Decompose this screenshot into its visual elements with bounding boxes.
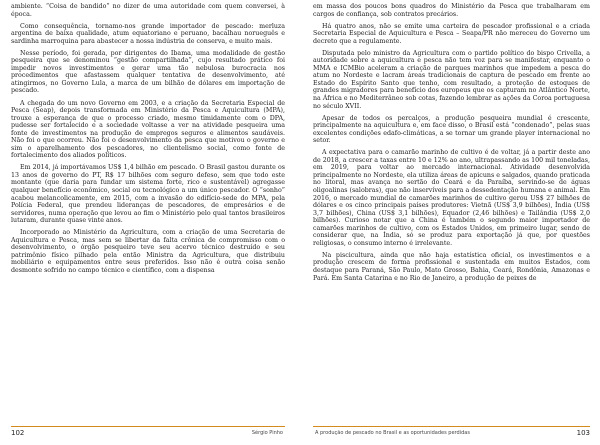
paragraph: Há quatro anos, não se emite uma carteira de pescador profissional e a criada Secretaria Especial de Aquicultura e Pesca – Seapa/PR não mereceu do Governo um decreto que a regulamente. bbox=[313, 22, 590, 45]
paragraph: Como consequência, tornamo-nos grande importador de pescado: merluza argentina de baixa qualidade, atum equatoriano e peruano, bacalhau norueguês e sardinha marroquina para abastecer a nossa indústria de conserva, e muito mais. bbox=[11, 22, 285, 45]
right-page-footer bbox=[313, 426, 590, 440]
paragraph: em massa dos poucos bons quadros do Ministério da Pesca que trabalharam em cargos de confiança, sob contratos precários. bbox=[313, 3, 590, 18]
running-head: A produção de pescado no Brasil e as oportunidades perdidas bbox=[315, 430, 470, 436]
left-page-text bbox=[11, 3, 285, 279]
paragraph: A expectativa para o camarão marinho de cultivo é de voltar, já a partir deste ano de 2018, a crescer a taxas entre 10 e 12% ao ano, ultrapassando as 100 mil toneladas, em 2019, para voltar ao mercado internacional. Atividade desenvolvida principalmente no Nordeste, ela utiliza áreas de apicuns e salgados, quando praticada no litoral, mas avança no sertão do Ceará e da Paraíba, servindo-se de águas oligoalinas (salobras), que não inservíveis para a dessedentação humana e animal. Em 2016, o mercado mundial de camarões marinhos de cultivo gerou US$ 27 bilhões de dólares e os cinco principais países produtores: Vietnã (US$ 3,9 bilhões), Índia (US$ 3,7 bilhões), China (US$ 3,1 bilhões), Equador (2,46 bilhões) e Tailândia (US$ 2,0 bilhões). Curioso notar que a China é também o segundo maior importador de camarões marinhos de cultivo, com os Estados Unidos, em primeiro lugar, sendo de considerar que, na Índia, só se produz para exportação já que, por questões religiosas, o consumo interno é irrelevante. bbox=[313, 149, 590, 247]
paragraph: Nesse período, foi gerada, por dirigentes do Ibama, uma modalidade de gestão pesqueira que se denominou “gestão compartilhada”, cujo resultado prático foi impedir novos investimentos e gerar uma tão nebulosa burocracia nos procedimentos que afastassem qualquer tentativa de desenvolvimento, até atingirmos, no Governo Lula, a marca de um bilhão de dólares em importação de pescado. bbox=[11, 49, 285, 95]
left-page-footer bbox=[11, 426, 285, 440]
paragraph: Incorporado ao Ministério da Agricultura, com a criação de uma Secretaria de Aquicultura e Pesca, mas sem se libertar da falta crônica de compromisso com o desenvolvimento, o órgão pesqueiro teve seu acervo técnico destruído e seu patrimônio físico pilhado pela então Ministra da Agricultura, que distribuiu mobiliário e equipamentos entre seus preferidos. Isso não é outra coisa senão desmonte sofrido no campo técnico e científico, com a dispensa bbox=[11, 229, 285, 274]
paragraph: ambiente. “Coisa de bandido” no dizer de uma autoridade com quem conversei, à época. bbox=[11, 3, 285, 18]
paragraph: Disputada pelo ministro da Agricultura com o partido político do bispo Crivella, a autoridade sobre a aquicultura e pesca não tem voz para se manifestar, enquanto o MMA e ICMBio aceleram a criação de parques marinhos que impedem a pesca do atum no Nordeste e lacram áreas tradicionais de captura de pescado em frente ao Estado do Espírito Santo que tenho, com resultado, a proteção de estoques de grandes migradores para benefício dos europeus que os capturam no Atlântico Norte, na África e no Mediterrâneo sob cotas, fazendo lembrar as ações da Coroa portuguesa no século XVII. bbox=[313, 49, 590, 110]
paragraph: Apesar de todos os percalços, a produção pesqueira mundial é crescente, principalmente na aquicultura e, em face disso, o Brasil está “condenado”, pelas suas excelentes condições edafo-climáticas, a se tornar um grande player internacional no setor. bbox=[313, 114, 590, 145]
paragraph: Em 2014, já importávamos US$ 1,4 bilhão em pescado. O Brasil gastou durante os 13 anos de governo do PT, R$ 17 bilhões com seguro defeso, sem que todo este montante (que daria para fundar um sistema forte, rico e sustentável) agregasse qualquer benefício econômico, social ou tecnológico a um único pescador. O “sonho” acabou melancolicamente, em 2015, com a invasão do edifício-sede do MPA, pela Polícia Federal, que prendeu lideranças de pescadores, de empresários e de servidores, numa operação que levou ao fim o Ministério pelo qual tantos brasileiros lutaram, durante quase vinte anos. bbox=[11, 164, 285, 225]
page-number: 103 bbox=[576, 429, 590, 437]
running-head: Sérgio Pinho bbox=[251, 430, 283, 436]
right-page-text bbox=[313, 3, 590, 287]
page-number: 102 bbox=[11, 429, 25, 437]
paragraph: A chegada do um novo Governo em 2003, e a criação da Secretaria Especial de Pesca (Seap), depois transformada em Ministério da Pesca e Aquicultura (MPA), trouxe a esperança de que o processo criado, mesmo timidamente com o DPA, pudesse ser fortalecido e a sociedade voltasse a ver na atividade pesqueira uma fonte de investimentos na produção de empregos seguros e alimentos saudáveis. Não foi o que ocorreu. Não foi o desenvolvimento da pesca que motivou o governo e sim o aparelhamento dos pescadores, no clientelismo social, como fonte de fortalecimento dos aliados políticos. bbox=[11, 99, 285, 160]
paragraph: Na piscicultura, ainda que não haja estatística oficial, os investimentos e a produção crescem de forma profissional e sustentada em muitos Estados, com destaque para Paraná, São Paulo, Mato Grosso, Bahia, Ceará, Rondônia, Amazonas e Pará. Em Santa Catarina e no Rio de Janeiro, a produção de peixes de bbox=[313, 251, 590, 282]
